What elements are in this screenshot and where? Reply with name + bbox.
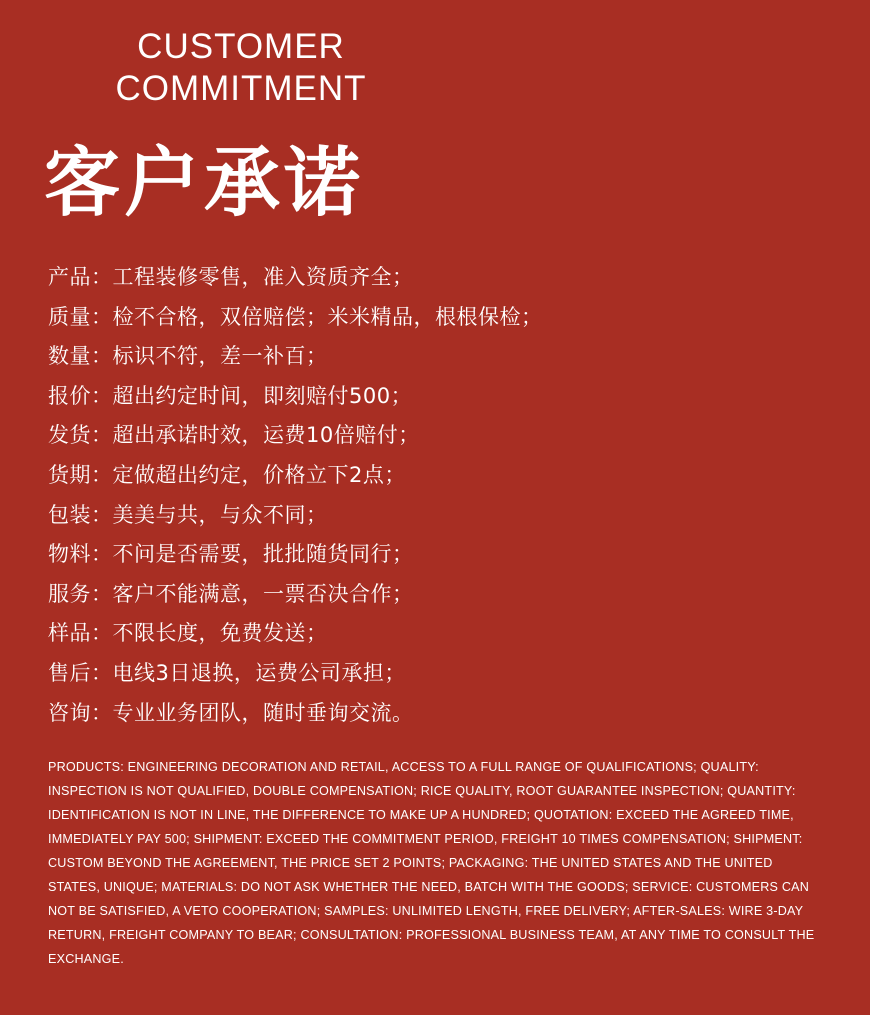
commitment-item-packaging: 包装：美美与共，与众不同； bbox=[48, 502, 328, 527]
commitment-item-service: 服务：客户不能满意，一票否决合作； bbox=[48, 581, 414, 606]
commitment-list bbox=[48, 258, 543, 733]
commitment-item-products: 产品：工程装修零售，准入资质齐全； bbox=[48, 265, 414, 289]
commitment-item-quotation: 报价：超出约定时间，即刻赔付500； bbox=[48, 383, 413, 408]
commitment-item-samples: 样品：不限长度，免费发送； bbox=[48, 621, 328, 646]
commitment-item-quantity: 数量：标识不符，差一补百； bbox=[48, 344, 328, 369]
commitment-item-after-sales: 售后：电线3日退换，运费公司承担； bbox=[48, 660, 406, 685]
commitment-item-consultation: 咨询：专业业务团队，随时垂询交流。 bbox=[48, 700, 414, 725]
english-description: PRODUCTS: ENGINEERING DECORATION AND RETAIL, ACCESS TO A FULL RANGE OF QUALIFICATIONS; QUALITY: INSPECTION IS NOT QUALIFIED, DOUBLE COMPENSATION; RICE QUALITY, ROOT GUARANTEE INSPECTION; QUANTITY: IDENTIFICATION IS NOT IN LINE, THE DIFFERENCE TO MAKE UP A HUNDRED; QUOTATION: EXCEED THE AGREED TIME, IMMEDIATELY PAY 500; SHIPMENT: EXCEED THE COMMITMENT PERIOD, FREIGHT 10 TIMES COMPENSATION; SHIPMENT: CUSTOM BEYOND THE AGREEMENT, THE PRICE SET 2 POINTS; PACKAGING: THE UNITED STATES AND THE UNITED STATES, UNIQUE; MATERIALS: DO NOT ASK WHETHER THE NEED, BATCH WITH THE GOODS; SERVICE: CUSTOMERS CAN NOT BE SATISFIED, A VETO COOPERATION; SAMPLES: UNLIMITED LENGTH, FREE DELIVERY; AFTER-SALES: WIRE 3-DAY RETURN, FREIGHT COMPANY TO BEAR; CONSULTATION: PROFESSIONAL BUSINESS TEAM, AT ANY TIME TO CONSULT THE EXCHANGE. bbox=[48, 760, 815, 966]
commitment-item-materials: 物料：不问是否需要，批批随货同行； bbox=[48, 542, 414, 567]
english-heading bbox=[0, 26, 482, 110]
commitment-item-delivery-period: 货期：定做超出约定，价格立下2点； bbox=[48, 462, 406, 487]
commitment-item-quality: 质量：检不合格，双倍赔偿；米米精品，根根保检； bbox=[48, 304, 543, 329]
english-heading-line1: CUSTOMER bbox=[137, 27, 345, 66]
english-heading-line2: COMMITMENT bbox=[115, 69, 367, 108]
commitment-item-shipment: 发货：超出承诺时效，运费10倍赔付； bbox=[48, 423, 420, 448]
chinese-heading: 客户承诺 bbox=[44, 138, 364, 227]
